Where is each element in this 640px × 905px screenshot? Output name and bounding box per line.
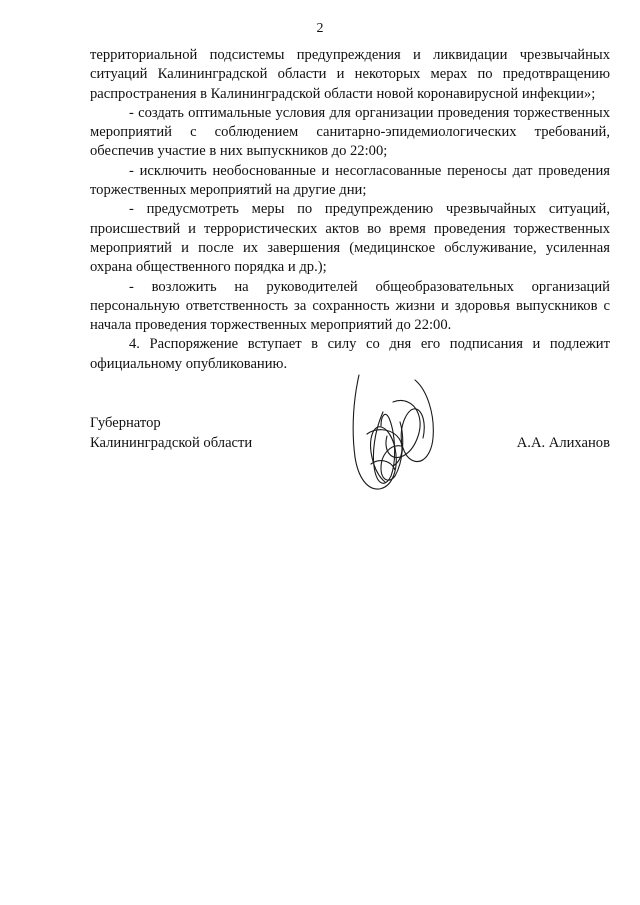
page-number: 2	[316, 21, 324, 36]
signer-position-line1: Губернатор	[90, 415, 161, 431]
paragraph-effective-date: 4. Распоряжение вступает в силу со дня его подписания и подлежит официальному опубликованию.	[90, 336, 610, 372]
paragraph-continuation: территориальной подсистемы предупреждения и ликвидации чрезвычайных ситуаций Калининградской области и некоторых мерах по предотвращению распространения в Калининградской области новой коронавирусной инфекции»;	[90, 47, 610, 102]
signer-position-line2: Калининградской области	[90, 435, 253, 451]
document-body	[90, 46, 610, 374]
signer-name: А.А. Алиханов	[516, 435, 610, 451]
paragraph-item-create-conditions: - создать оптимальные условия для организации проведения торжественных мероприятий с соблюдением санитарно-эпидемиологических требований, обеспечив участие в них выпускников до 22:00;	[90, 104, 610, 160]
signer-position	[90, 413, 310, 453]
paragraph-item-exclude-postponements: - исключить необоснованные и несогласованные переносы дат проведения торжественных мероприятий на другие дни;	[90, 162, 610, 199]
paragraph-item-prevention-measures: - предусмотреть меры по предупреждению чрезвычайных ситуаций, происшествий и террористических актов во время проведения торжественных мероприятий и после их завершения (медицинское обслуживание, усиленная охрана общественного порядка и др.);	[90, 201, 610, 276]
paragraph-item-responsibility: - возложить на руководителей общеобразовательных организаций персональную ответственность за сохранность жизни и здоровья выпускников с начала проведения торжественных мероприятий до 22:00.	[90, 278, 610, 334]
handwritten-signature	[345, 372, 445, 494]
